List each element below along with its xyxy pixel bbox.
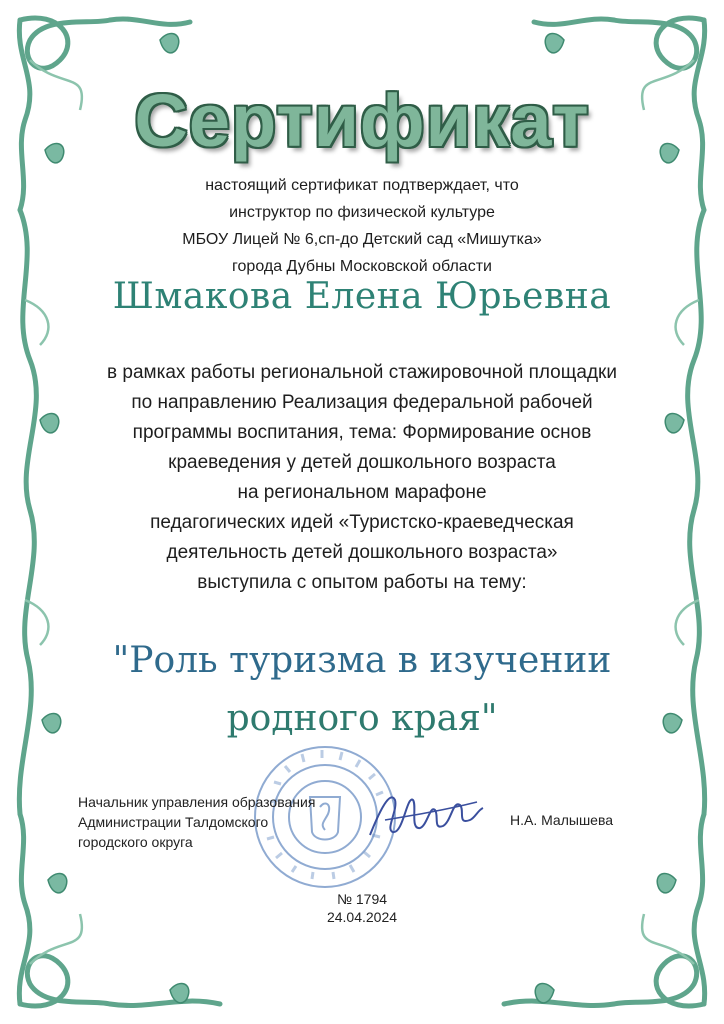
intro-line: города Дубны Московской области (232, 258, 492, 275)
recipient-name: Шмакова Елена Юрьевна (112, 276, 612, 317)
body-line: на региональном марафоне (237, 482, 487, 503)
body-text (0, 358, 724, 598)
topic-line: "Роль туризма в изучении (112, 640, 612, 681)
certificate-title: Сертификат (134, 79, 590, 162)
certificate-number: № 1794 (336, 891, 388, 907)
body-line: краеведения у детей дошкольного возраста (168, 452, 556, 473)
signature-icon (365, 780, 485, 850)
position-line: Начальник управления образования (78, 794, 316, 810)
presentation-topic (0, 632, 724, 748)
body-line: выступила с опытом работы на тему: (197, 572, 527, 593)
certificate-number-block (0, 890, 724, 926)
topic-line: родного края" (226, 698, 498, 739)
intro-line: инструктор по физической культуре (229, 204, 495, 221)
intro-line: МБОУ Лицей № 6,сп-до Детский сад «Мишутка» (182, 231, 542, 248)
intro-line: настоящий сертификат подтверждает, что (205, 177, 519, 194)
body-line: в рамках работы региональной стажировочной площадки (107, 362, 617, 383)
signatory-position (78, 792, 315, 852)
signatory-name: Н.А. Малышева (510, 812, 614, 828)
body-line: программы воспитания, тема: Формирование основ (132, 422, 592, 443)
position-line: городского округа (78, 834, 193, 850)
body-line: педагогических идей «Туристско-краеведческая (150, 512, 574, 533)
certificate-date: 24.04.2024 (326, 909, 398, 925)
position-line: Администрации Талдомского (78, 814, 269, 830)
body-line: по направлению Реализация федеральной рабочей (131, 392, 593, 413)
body-line: деятельность детей дошкольного возраста» (166, 542, 558, 563)
intro-text (0, 172, 724, 280)
